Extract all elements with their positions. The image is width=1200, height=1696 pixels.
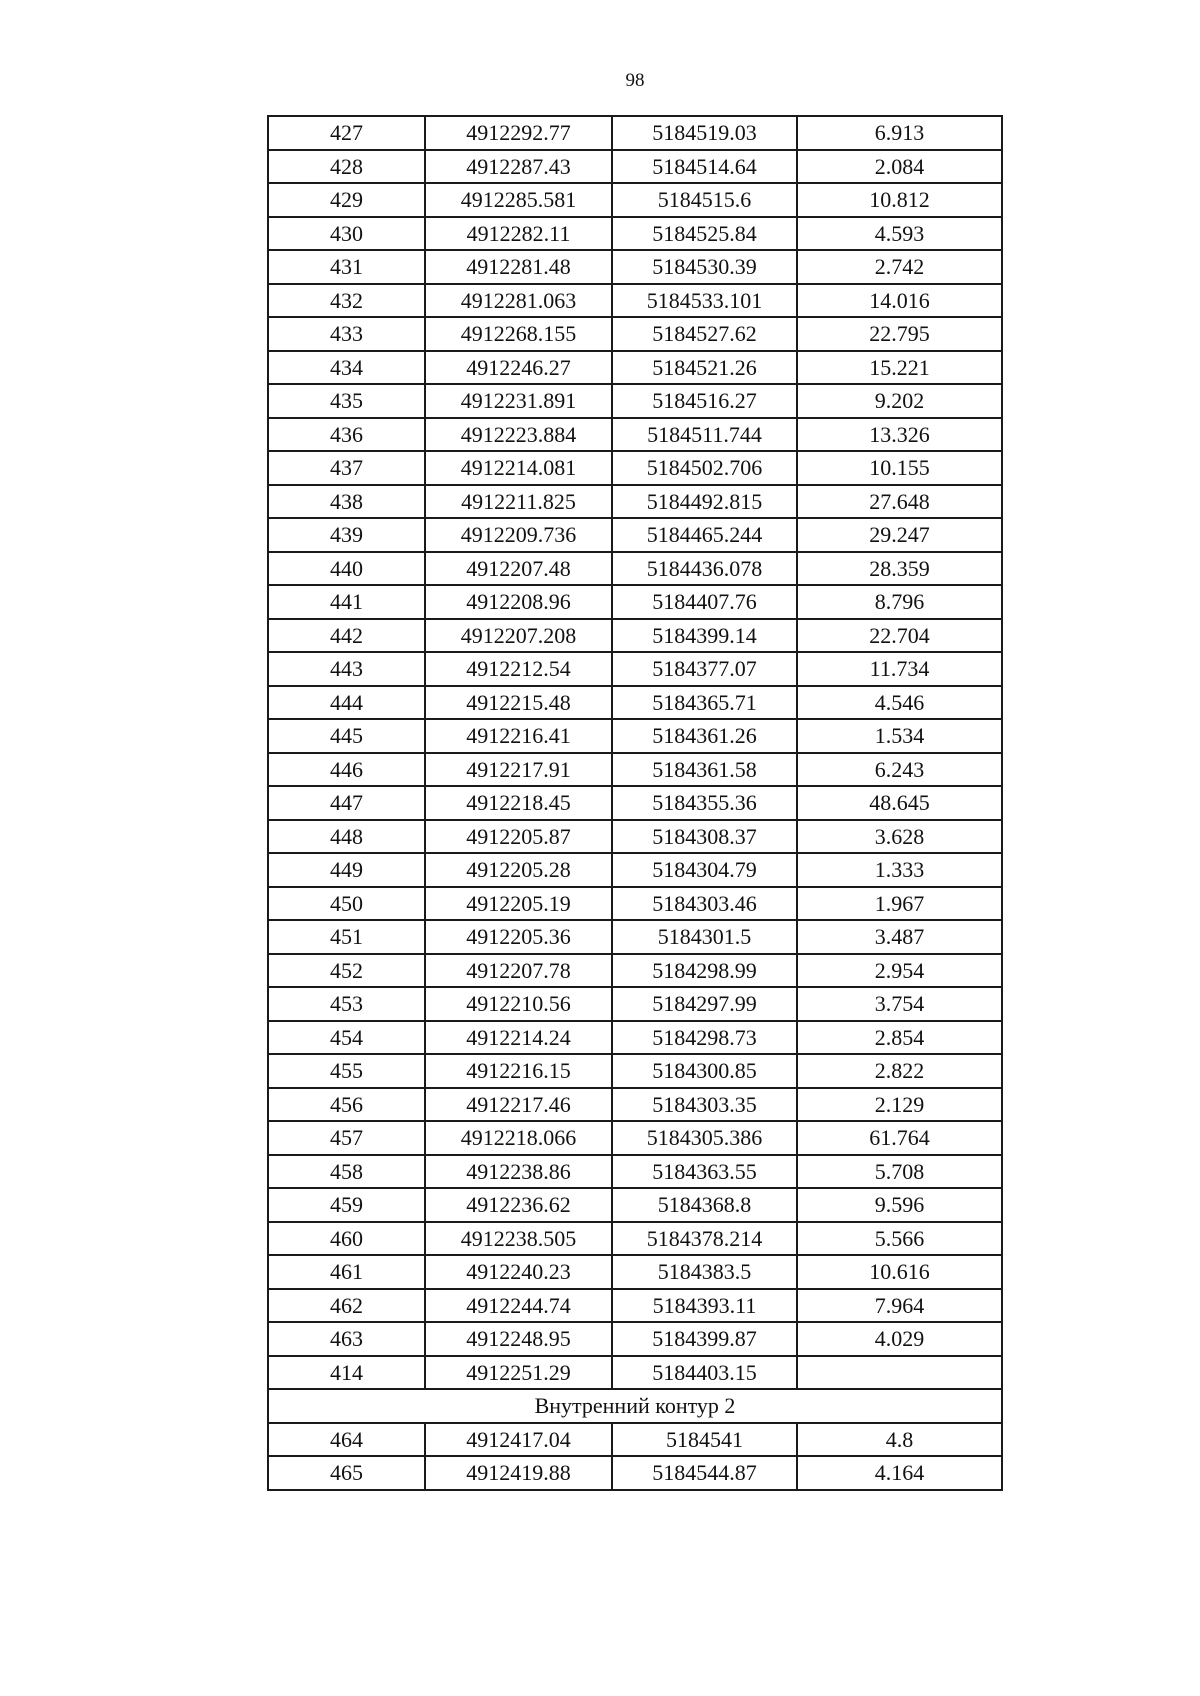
table-row [268, 217, 1002, 251]
x-coordinate-cell: 4912207.78 [425, 954, 612, 988]
point-number-cell: 432 [268, 284, 425, 318]
distance-cell [797, 1356, 1002, 1390]
x-coordinate-cell: 4912207.48 [425, 552, 612, 586]
x-coordinate-cell: 4912215.48 [425, 686, 612, 720]
x-coordinate-cell: 4912281.063 [425, 284, 612, 318]
point-number-cell: 461 [268, 1255, 425, 1289]
y-coordinate-cell: 5184308.37 [612, 820, 797, 854]
x-coordinate-cell: 4912217.91 [425, 753, 612, 787]
distance-cell: 29.247 [797, 518, 1002, 552]
distance-cell: 2.742 [797, 250, 1002, 284]
point-number-cell: 446 [268, 753, 425, 787]
point-number-cell: 435 [268, 384, 425, 418]
x-coordinate-cell: 4912207.208 [425, 619, 612, 653]
table-row [268, 552, 1002, 586]
table-row [268, 820, 1002, 854]
point-number-cell: 433 [268, 317, 425, 351]
x-coordinate-cell: 4912214.24 [425, 1021, 612, 1055]
distance-cell: 11.734 [797, 652, 1002, 686]
table-row [268, 518, 1002, 552]
distance-cell: 8.796 [797, 585, 1002, 619]
distance-cell: 9.202 [797, 384, 1002, 418]
x-coordinate-cell: 4912205.28 [425, 853, 612, 887]
y-coordinate-cell: 5184502.706 [612, 451, 797, 485]
point-number-cell: 443 [268, 652, 425, 686]
point-number-cell: 462 [268, 1289, 425, 1323]
distance-cell: 10.812 [797, 183, 1002, 217]
table-row [268, 250, 1002, 284]
y-coordinate-cell: 5184305.386 [612, 1121, 797, 1155]
x-coordinate-cell: 4912268.155 [425, 317, 612, 351]
y-coordinate-cell: 5184407.76 [612, 585, 797, 619]
distance-cell: 61.764 [797, 1121, 1002, 1155]
x-coordinate-cell: 4912218.066 [425, 1121, 612, 1155]
section-row [268, 1389, 1002, 1423]
y-coordinate-cell: 5184525.84 [612, 217, 797, 251]
point-number-cell: 464 [268, 1423, 425, 1457]
y-coordinate-cell: 5184519.03 [612, 116, 797, 150]
point-number-cell: 436 [268, 418, 425, 452]
point-number-cell: 444 [268, 686, 425, 720]
x-coordinate-cell: 4912216.15 [425, 1054, 612, 1088]
y-coordinate-cell: 5184544.87 [612, 1456, 797, 1490]
distance-cell: 1.967 [797, 887, 1002, 921]
table-row [268, 786, 1002, 820]
x-coordinate-cell: 4912251.29 [425, 1356, 612, 1390]
y-coordinate-cell: 5184521.26 [612, 351, 797, 385]
point-number-cell: 442 [268, 619, 425, 653]
table-row [268, 384, 1002, 418]
y-coordinate-cell: 5184393.11 [612, 1289, 797, 1323]
distance-cell: 13.326 [797, 418, 1002, 452]
x-coordinate-cell: 4912205.87 [425, 820, 612, 854]
table-row [268, 1222, 1002, 1256]
x-coordinate-cell: 4912248.95 [425, 1322, 612, 1356]
y-coordinate-cell: 5184361.58 [612, 753, 797, 787]
table-row [268, 485, 1002, 519]
table-row [268, 585, 1002, 619]
y-coordinate-cell: 5184301.5 [612, 920, 797, 954]
x-coordinate-cell: 4912246.27 [425, 351, 612, 385]
distance-cell: 4.593 [797, 217, 1002, 251]
point-number-cell: 437 [268, 451, 425, 485]
x-coordinate-cell: 4912417.04 [425, 1423, 612, 1457]
table-row [268, 1188, 1002, 1222]
table-row [268, 116, 1002, 150]
page-number: 98 [625, 70, 645, 91]
table-row [268, 150, 1002, 184]
table-row [268, 1054, 1002, 1088]
distance-cell: 5.708 [797, 1155, 1002, 1189]
y-coordinate-cell: 5184541 [612, 1423, 797, 1457]
x-coordinate-cell: 4912216.41 [425, 719, 612, 753]
y-coordinate-cell: 5184399.14 [612, 619, 797, 653]
point-number-cell: 455 [268, 1054, 425, 1088]
table-row [268, 1121, 1002, 1155]
point-number-cell: 458 [268, 1155, 425, 1189]
table-row [268, 987, 1002, 1021]
distance-cell: 2.084 [797, 150, 1002, 184]
table-row [268, 1356, 1002, 1390]
table-row [268, 418, 1002, 452]
table-row [268, 652, 1002, 686]
distance-cell: 48.645 [797, 786, 1002, 820]
table-body-main [268, 116, 1002, 1389]
point-number-cell: 447 [268, 786, 425, 820]
table-row [268, 1289, 1002, 1323]
point-number-cell: 439 [268, 518, 425, 552]
y-coordinate-cell: 5184403.15 [612, 1356, 797, 1390]
point-number-cell: 431 [268, 250, 425, 284]
y-coordinate-cell: 5184363.55 [612, 1155, 797, 1189]
distance-cell: 1.534 [797, 719, 1002, 753]
distance-cell: 2.854 [797, 1021, 1002, 1055]
y-coordinate-cell: 5184530.39 [612, 250, 797, 284]
point-number-cell: 450 [268, 887, 425, 921]
distance-cell: 9.596 [797, 1188, 1002, 1222]
table-row [268, 853, 1002, 887]
y-coordinate-cell: 5184533.101 [612, 284, 797, 318]
point-number-cell: 460 [268, 1222, 425, 1256]
point-number-cell: 428 [268, 150, 425, 184]
y-coordinate-cell: 5184368.8 [612, 1188, 797, 1222]
y-coordinate-cell: 5184303.35 [612, 1088, 797, 1122]
distance-cell: 6.913 [797, 116, 1002, 150]
y-coordinate-cell: 5184399.87 [612, 1322, 797, 1356]
y-coordinate-cell: 5184300.85 [612, 1054, 797, 1088]
point-number-cell: 459 [268, 1188, 425, 1222]
table-row [268, 920, 1002, 954]
x-coordinate-cell: 4912238.505 [425, 1222, 612, 1256]
x-coordinate-cell: 4912218.45 [425, 786, 612, 820]
x-coordinate-cell: 4912223.884 [425, 418, 612, 452]
distance-cell: 2.822 [797, 1054, 1002, 1088]
distance-cell: 15.221 [797, 351, 1002, 385]
distance-cell: 5.566 [797, 1222, 1002, 1256]
distance-cell: 7.964 [797, 1289, 1002, 1323]
table-row [268, 1155, 1002, 1189]
y-coordinate-cell: 5184465.244 [612, 518, 797, 552]
distance-cell: 4.546 [797, 686, 1002, 720]
table-row [268, 183, 1002, 217]
table-row [268, 887, 1002, 921]
point-number-cell: 453 [268, 987, 425, 1021]
distance-cell: 4.164 [797, 1456, 1002, 1490]
distance-cell: 27.648 [797, 485, 1002, 519]
x-coordinate-cell: 4912236.62 [425, 1188, 612, 1222]
table-row [268, 686, 1002, 720]
table-row [268, 351, 1002, 385]
distance-cell: 28.359 [797, 552, 1002, 586]
distance-cell: 10.616 [797, 1255, 1002, 1289]
y-coordinate-cell: 5184515.6 [612, 183, 797, 217]
distance-cell: 10.155 [797, 451, 1002, 485]
table-row [268, 1021, 1002, 1055]
y-coordinate-cell: 5184511.744 [612, 418, 797, 452]
point-number-cell: 449 [268, 853, 425, 887]
point-number-cell: 457 [268, 1121, 425, 1155]
x-coordinate-cell: 4912292.77 [425, 116, 612, 150]
y-coordinate-cell: 5184303.46 [612, 887, 797, 921]
x-coordinate-cell: 4912205.19 [425, 887, 612, 921]
distance-cell: 2.129 [797, 1088, 1002, 1122]
point-number-cell: 463 [268, 1322, 425, 1356]
y-coordinate-cell: 5184516.27 [612, 384, 797, 418]
distance-cell: 2.954 [797, 954, 1002, 988]
x-coordinate-cell: 4912244.74 [425, 1289, 612, 1323]
x-coordinate-cell: 4912210.56 [425, 987, 612, 1021]
y-coordinate-cell: 5184355.36 [612, 786, 797, 820]
point-number-cell: 434 [268, 351, 425, 385]
distance-cell: 22.795 [797, 317, 1002, 351]
point-number-cell: 448 [268, 820, 425, 854]
y-coordinate-cell: 5184436.078 [612, 552, 797, 586]
x-coordinate-cell: 4912217.46 [425, 1088, 612, 1122]
y-coordinate-cell: 5184527.62 [612, 317, 797, 351]
y-coordinate-cell: 5184304.79 [612, 853, 797, 887]
distance-cell: 1.333 [797, 853, 1002, 887]
y-coordinate-cell: 5184383.5 [612, 1255, 797, 1289]
x-coordinate-cell: 4912287.43 [425, 150, 612, 184]
y-coordinate-cell: 5184297.99 [612, 987, 797, 1021]
x-coordinate-cell: 4912285.581 [425, 183, 612, 217]
x-coordinate-cell: 4912208.96 [425, 585, 612, 619]
table-row [268, 619, 1002, 653]
point-number-cell: 427 [268, 116, 425, 150]
coordinates-table [267, 115, 1003, 1491]
table-row [268, 954, 1002, 988]
table-body-inner-contour [268, 1423, 1002, 1490]
x-coordinate-cell: 4912231.891 [425, 384, 612, 418]
x-coordinate-cell: 4912238.86 [425, 1155, 612, 1189]
distance-cell: 3.487 [797, 920, 1002, 954]
table-row [268, 719, 1002, 753]
table-row [268, 284, 1002, 318]
y-coordinate-cell: 5184514.64 [612, 150, 797, 184]
point-number-cell: 414 [268, 1356, 425, 1390]
distance-cell: 4.8 [797, 1423, 1002, 1457]
y-coordinate-cell: 5184298.73 [612, 1021, 797, 1055]
x-coordinate-cell: 4912205.36 [425, 920, 612, 954]
table-section [268, 1389, 1002, 1423]
point-number-cell: 429 [268, 183, 425, 217]
distance-cell: 14.016 [797, 284, 1002, 318]
point-number-cell: 452 [268, 954, 425, 988]
y-coordinate-cell: 5184492.815 [612, 485, 797, 519]
y-coordinate-cell: 5184361.26 [612, 719, 797, 753]
y-coordinate-cell: 5184365.71 [612, 686, 797, 720]
table-row [268, 451, 1002, 485]
x-coordinate-cell: 4912419.88 [425, 1456, 612, 1490]
x-coordinate-cell: 4912212.54 [425, 652, 612, 686]
distance-cell: 4.029 [797, 1322, 1002, 1356]
table-row [268, 317, 1002, 351]
y-coordinate-cell: 5184377.07 [612, 652, 797, 686]
point-number-cell: 445 [268, 719, 425, 753]
table-row [268, 1423, 1002, 1457]
point-number-cell: 454 [268, 1021, 425, 1055]
section-label: Внутренний контур 2 [268, 1389, 1002, 1423]
distance-cell: 3.628 [797, 820, 1002, 854]
x-coordinate-cell: 4912282.11 [425, 217, 612, 251]
x-coordinate-cell: 4912281.48 [425, 250, 612, 284]
point-number-cell: 440 [268, 552, 425, 586]
y-coordinate-cell: 5184378.214 [612, 1222, 797, 1256]
table-row [268, 1456, 1002, 1490]
x-coordinate-cell: 4912209.736 [425, 518, 612, 552]
x-coordinate-cell: 4912240.23 [425, 1255, 612, 1289]
point-number-cell: 451 [268, 920, 425, 954]
table-row [268, 1255, 1002, 1289]
table-row [268, 1088, 1002, 1122]
point-number-cell: 430 [268, 217, 425, 251]
table-row [268, 1322, 1002, 1356]
distance-cell: 3.754 [797, 987, 1002, 1021]
table-row [268, 753, 1002, 787]
point-number-cell: 456 [268, 1088, 425, 1122]
y-coordinate-cell: 5184298.99 [612, 954, 797, 988]
point-number-cell: 441 [268, 585, 425, 619]
distance-cell: 22.704 [797, 619, 1002, 653]
x-coordinate-cell: 4912211.825 [425, 485, 612, 519]
distance-cell: 6.243 [797, 753, 1002, 787]
point-number-cell: 465 [268, 1456, 425, 1490]
point-number-cell: 438 [268, 485, 425, 519]
x-coordinate-cell: 4912214.081 [425, 451, 612, 485]
